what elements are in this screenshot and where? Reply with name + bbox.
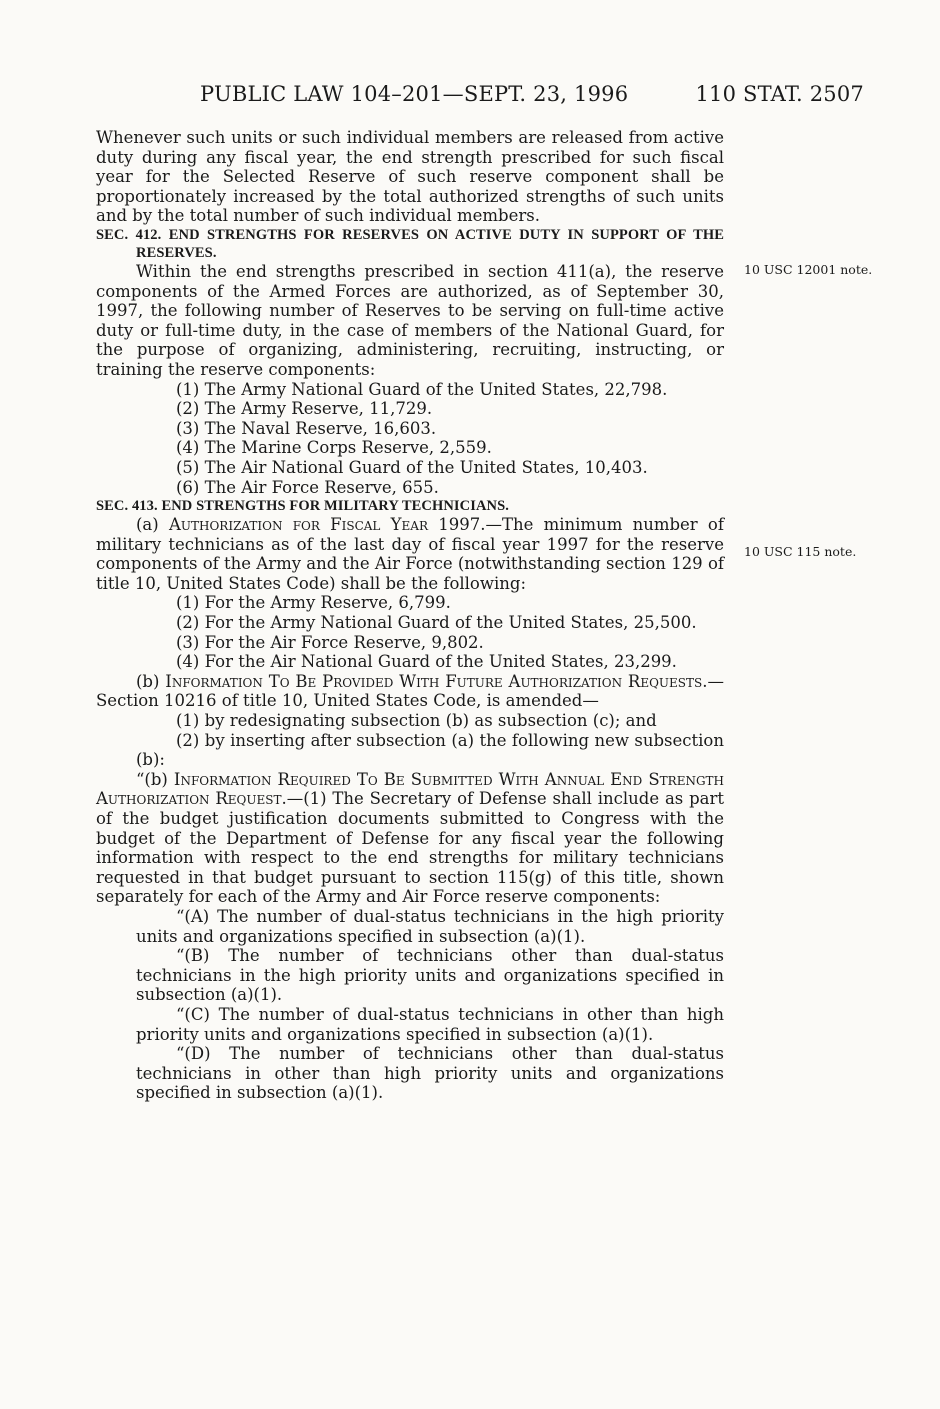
margin-note-sec413: 10 USC 115 note.	[744, 544, 857, 559]
list-item: (1) by redesignating subsection (b) as subsection (c); and	[176, 711, 657, 731]
quoted-subsection-text: —(1) The Secretary of Defense shall include as part of the budget justification documents submitted to Congress with the budget of the Department of Defense for any fiscal year the following information with respect to the end strengths for military technicians requested in that budget pursuant to section 115(g) of this title, shown separately for each of the Army and Air Force reserve components:	[96, 789, 724, 907]
page-header	[200, 82, 864, 110]
list-item: (1) For the Army Reserve, 6,799.	[176, 593, 451, 613]
quoted-subsection-heading: Information Required To Be Submitted With Annual End Strength Authorization Request.	[96, 769, 725, 809]
subsection-b-label: (b)	[136, 671, 166, 691]
quoted-item: “(C) The number of dual-status technicians in other than high priority units and organizations specified in subsection (a)(1).	[136, 1004, 724, 1044]
quoted-item: “(D) The number of technicians other than dual-status technicians in other than high priority units and organizations specified in subsection (a)(1).	[136, 1044, 724, 1103]
list-item: (2) For the Army National Guard of the United States, 25,500.	[176, 613, 697, 633]
subsection-a-label: (a)	[136, 515, 169, 535]
document-body	[96, 128, 724, 1103]
list-item: (3) For the Air Force Reserve, 9,802.	[176, 632, 484, 652]
quoted-item: “(A) The number of dual-status technicians in the high priority units and organizations specified in subsection (a)(1).	[136, 906, 724, 946]
list-item: (2) by inserting after subsection (a) the following new subsection (b):	[136, 730, 724, 770]
section-413-heading: SEC. 413. END STRENGTHS FOR MILITARY TECHNICIANS.	[96, 498, 510, 515]
subsection-b-heading: Information To Be Provided With Future Authorization Requests.	[165, 671, 708, 691]
quoted-subsection-b	[96, 770, 724, 907]
page-header-title: PUBLIC LAW 104–201—SEPT. 23, 1996	[200, 82, 629, 106]
list-item: (6) The Air Force Reserve, 655.	[176, 477, 439, 497]
section-412-heading: SEC. 412. END STRENGTHS FOR RESERVES ON ACTIVE DUTY IN SUPPORT OF THE RESERVES.	[96, 226, 724, 261]
list-item: (1) The Army National Guard of the United States, 22,798.	[176, 379, 668, 399]
subsection-a-text: —The minimum number of military technicians as of the last day of fiscal year 1997 for the reserve components of the Army and the Air Force (notwithstanding section 129 of title 10, United States Code) shall be the following:	[96, 515, 724, 593]
subsection-b	[96, 672, 724, 711]
list-item: (4) The Marine Corps Reserve, 2,559.	[176, 438, 492, 458]
subsection-a	[96, 515, 724, 593]
list-item: (2) The Army Reserve, 11,729.	[176, 399, 433, 419]
section-412-text: Within the end strengths prescribed in section 411(a), the reserve components of the Armed Forces are authorized, as of September 30, 1997, the following number of Reserves to be serving on full-time active duty or full-time duty, in the case of members of the National Guard, for the purpose of organizing, administering, recruiting, instructing, or training the reserve components:	[96, 261, 724, 379]
quoted-item: “(B) The number of technicians other than dual-status technicians in the high priority units and organizations specified in subsection (a)(1).	[136, 946, 724, 1005]
quoted-subsection-label: “(b)	[136, 769, 174, 789]
list-item: (4) For the Air National Guard of the United States, 23,299.	[176, 652, 677, 672]
subsection-a-heading: Authorization for Fiscal Year 1997.	[168, 515, 486, 535]
subsection-b-text: —Section 10216 of title 10, United States Code, is amended—	[96, 671, 724, 711]
intro-paragraph: Whenever such units or such individual members are released from active duty during any fiscal year, the end strength prescribed for such fiscal year for the Selected Reserve of such reserve component shall be proportionately increased by the total authorized strengths of such units and by the total number of such individual members.	[96, 128, 724, 226]
margin-note-sec412: 10 USC 12001 note.	[744, 262, 873, 277]
list-item: (3) The Naval Reserve, 16,603.	[176, 418, 437, 438]
list-item: (5) The Air National Guard of the United States, 10,403.	[176, 457, 648, 477]
page-header-stat: 110 STAT. 2507	[695, 82, 864, 106]
